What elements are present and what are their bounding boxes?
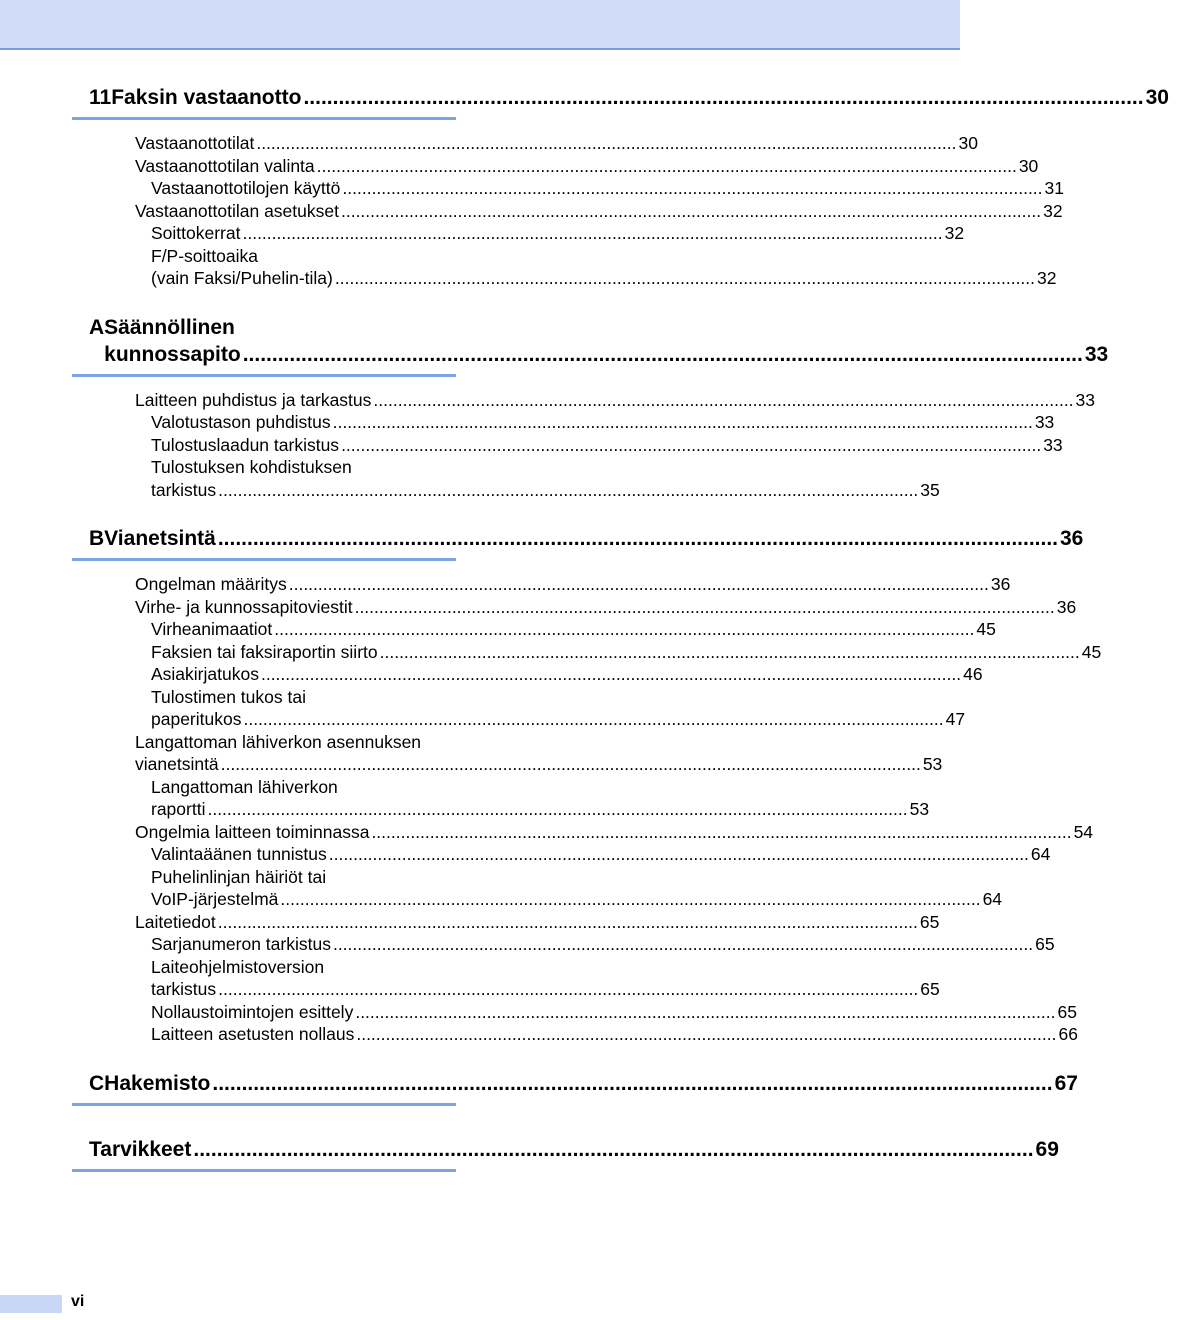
- chapter-title-row: [104, 341, 1108, 368]
- leader-dots: [303, 84, 1143, 111]
- chapter-rule: [72, 1103, 456, 1106]
- entry-text-line: Laiteohjelmistoversion: [151, 956, 325, 977]
- entry-row: [151, 479, 940, 502]
- entry-page: 66: [1058, 1024, 1078, 1044]
- entry-text: Ongelman määritys: [135, 574, 287, 594]
- entry-page: 32: [944, 223, 965, 243]
- entry-row: [151, 177, 1064, 200]
- toc-entry[interactable]: [135, 866, 1003, 911]
- chapter-page: 36: [1060, 527, 1084, 550]
- entry-text-line: Langattoman lähiverkon asennuksen: [135, 731, 422, 752]
- entry-page: 64: [1030, 844, 1051, 864]
- toc-entry[interactable]: [135, 389, 1096, 412]
- chapter-heading[interactable]: [72, 1070, 1078, 1101]
- entry-row: [135, 821, 1094, 844]
- entry-page: 32: [1043, 200, 1063, 221]
- chapter-title-row: [111, 84, 1169, 111]
- leader-dots: [355, 596, 1055, 619]
- entry-row: [151, 708, 966, 731]
- leader-dots: [373, 389, 1073, 412]
- leader-dots: [274, 618, 974, 641]
- chapter-rule: [72, 117, 456, 120]
- chapter-number: A: [89, 315, 105, 339]
- entry-page: 33: [1075, 389, 1096, 410]
- entry-row: [151, 663, 983, 686]
- entry-row: [151, 267, 1057, 290]
- entry-page: 65: [920, 979, 940, 999]
- entry-list: [72, 573, 1102, 1046]
- toc-entry[interactable]: [135, 411, 1055, 434]
- toc-entry[interactable]: [135, 245, 1057, 290]
- entry-page: 65: [1057, 1001, 1077, 1022]
- entry-page: 53: [909, 799, 930, 819]
- entry-row: [135, 200, 1063, 223]
- entry-row: [151, 618, 996, 641]
- entry-text: Asiakirjatukos: [151, 664, 259, 684]
- entry-row: [151, 978, 940, 1001]
- leader-dots: [243, 708, 943, 731]
- toc-entry[interactable]: [135, 132, 978, 155]
- entry-row: [151, 933, 1055, 956]
- entry-row: [151, 888, 1003, 911]
- entry-page: 65: [1035, 934, 1055, 954]
- entry-text: Vastaanottotilat: [135, 133, 255, 153]
- entry-page: 36: [990, 574, 1011, 594]
- chapter-rule: [72, 558, 456, 561]
- entry-page: 65: [919, 911, 940, 932]
- chapter-rule: [72, 1169, 456, 1172]
- entry-text: Laitetiedot: [135, 911, 216, 932]
- entry-text: paperitukos: [151, 709, 242, 729]
- toc-entry[interactable]: [135, 222, 965, 245]
- chapter-page: 67: [1054, 1071, 1078, 1095]
- entry-text: Valotustason puhdistus: [151, 412, 331, 432]
- chapter-page: 30: [1145, 86, 1169, 109]
- leader-dots: [243, 341, 1083, 368]
- chapter-page: 69: [1035, 1137, 1059, 1161]
- table-of-contents: [72, 84, 1169, 1196]
- entry-page: 45: [976, 619, 996, 639]
- toc-chapter: [72, 84, 1169, 290]
- entry-page: 32: [1037, 268, 1057, 288]
- entry-row: [151, 1001, 1077, 1024]
- leader-dots: [280, 888, 980, 911]
- toc-entry[interactable]: [135, 911, 940, 934]
- entry-row: [135, 155, 1039, 178]
- chapter-title-row: [89, 1136, 1059, 1163]
- entry-page: 35: [920, 479, 940, 500]
- chapter-title-row: [104, 1070, 1078, 1097]
- entry-row: [135, 596, 1077, 619]
- entry-text: tarkistus: [151, 479, 217, 500]
- leader-dots: [289, 573, 989, 596]
- leader-dots: [317, 155, 1017, 178]
- entry-page: 47: [945, 709, 966, 729]
- entry-row: [135, 573, 1011, 596]
- entry-row: [151, 1023, 1078, 1046]
- chapter-title: [89, 1136, 1073, 1163]
- toc-entry[interactable]: [135, 821, 1094, 844]
- entry-row: [151, 411, 1055, 434]
- leader-dots: [333, 933, 1033, 956]
- toc-entry[interactable]: [135, 686, 966, 731]
- chapter-heading[interactable]: [72, 525, 1084, 556]
- entry-text-line: Puhelinlinjan häiriöt tai: [151, 866, 327, 887]
- toc-chapter: [72, 1070, 1078, 1106]
- chapter-number: C: [89, 1071, 105, 1095]
- toc-entry[interactable]: [135, 456, 940, 501]
- entry-row: [151, 798, 930, 821]
- leader-dots: [218, 978, 918, 1001]
- entry-page: 30: [958, 133, 978, 153]
- chapter-title: [104, 1070, 1092, 1097]
- entry-row: [135, 911, 940, 934]
- toc-entry[interactable]: [135, 573, 1011, 596]
- entry-page: 31: [1044, 178, 1064, 198]
- toc-entry[interactable]: [135, 641, 1102, 664]
- chapter-heading[interactable]: [72, 1136, 1059, 1167]
- toc-chapter: [72, 1136, 1059, 1172]
- entry-row: [151, 843, 1051, 866]
- entry-page: 45: [1081, 641, 1102, 662]
- toc-entry[interactable]: [135, 956, 940, 1001]
- entry-page: 33: [1043, 434, 1063, 455]
- leader-dots: [212, 1070, 1052, 1097]
- entry-page: 54: [1073, 821, 1094, 842]
- entry-list: [72, 389, 1096, 502]
- leader-dots: [335, 267, 1035, 290]
- chapter-title: [111, 84, 1183, 111]
- toc-chapter: [72, 314, 1109, 502]
- header-band: [0, 0, 960, 50]
- leader-dots: [371, 821, 1071, 844]
- entry-text: Laitteen puhdistus ja tarkastus: [135, 389, 372, 410]
- entry-text: Vastaanottotilan valinta: [135, 155, 315, 176]
- toc-entry[interactable]: [135, 618, 996, 641]
- chapter-title-text: Hakemisto: [104, 1071, 211, 1095]
- entry-text: tarkistus: [151, 979, 217, 999]
- leader-dots: [261, 663, 961, 686]
- chapter-title: [104, 314, 1122, 368]
- toc-entry[interactable]: [135, 434, 1063, 457]
- entry-text-line: Langattoman lähiverkon: [151, 776, 338, 797]
- chapter-title-text: Faksin vastaanotto: [111, 86, 302, 109]
- entry-text: Vastaanottotilan asetukset: [135, 200, 339, 221]
- toc-entry[interactable]: [135, 1023, 1078, 1046]
- page-number: vi: [71, 1293, 85, 1310]
- chapter-number: B: [89, 527, 105, 550]
- chapter-title: [104, 525, 1097, 552]
- entry-page: 33: [1034, 412, 1055, 432]
- chapter-rule: [72, 374, 456, 377]
- leader-dots: [380, 641, 1080, 664]
- leader-dots: [242, 222, 942, 245]
- entry-list: [72, 132, 1064, 290]
- entry-page: 46: [963, 664, 983, 684]
- entry-text: Ongelmia laitteen toiminnassa: [135, 821, 370, 842]
- chapter-title-row: [104, 525, 1083, 552]
- chapter-page: 33: [1084, 342, 1109, 366]
- chapter-title-text: kunnossapito: [104, 342, 241, 366]
- entry-text: Sarjanumeron tarkistus: [151, 934, 331, 954]
- leader-dots: [356, 1023, 1056, 1046]
- leader-dots: [218, 479, 918, 502]
- entry-text: VoIP-järjestelmä: [151, 889, 279, 909]
- toc-entry[interactable]: [135, 843, 1051, 866]
- entry-row: [135, 753, 943, 776]
- chapter-title-line: Säännöllinen: [104, 315, 235, 339]
- entry-text-line: F/P-soittoaika: [151, 245, 258, 266]
- entry-text: Nollaustoimintojen esittely: [151, 1001, 354, 1022]
- entry-page: 30: [1018, 155, 1039, 176]
- leader-dots: [207, 798, 907, 821]
- leader-dots: [342, 177, 1042, 200]
- toc-entry[interactable]: [135, 1001, 1077, 1024]
- entry-page: 53: [922, 754, 943, 774]
- toc-entry[interactable]: [135, 155, 1039, 178]
- leader-dots: [341, 434, 1041, 457]
- entry-text: Soittokerrat: [151, 223, 241, 243]
- chapter-heading[interactable]: [72, 314, 1109, 372]
- toc-entry[interactable]: [135, 177, 1064, 200]
- chapter-heading[interactable]: [72, 84, 1169, 115]
- entry-text-line: Tulostuksen kohdistuksen: [151, 457, 352, 477]
- entry-row: [151, 641, 1102, 664]
- leader-dots: [355, 1001, 1055, 1024]
- entry-row: [151, 222, 965, 245]
- entry-text: Faksien tai faksiraportin siirto: [151, 641, 378, 662]
- toc-entry[interactable]: [135, 731, 943, 776]
- chapter-number: 11: [89, 86, 112, 109]
- leader-dots: [218, 911, 918, 934]
- toc-entry[interactable]: [135, 200, 1063, 223]
- leader-dots: [218, 525, 1058, 552]
- toc-chapter: [72, 525, 1102, 1046]
- leader-dots: [256, 132, 956, 155]
- toc-entry[interactable]: [135, 596, 1077, 619]
- chapter-title-text: Vianetsintä: [104, 527, 216, 550]
- leader-dots: [193, 1136, 1033, 1163]
- entry-text: Tulostuslaadun tarkistus: [151, 434, 340, 455]
- leader-dots: [341, 200, 1041, 223]
- entry-text: raportti: [151, 799, 206, 819]
- entry-text: vianetsintä: [135, 754, 219, 774]
- entry-text: (vain Faksi/Puhelin-tila): [151, 268, 333, 288]
- entry-text-line: Tulostimen tukos tai: [151, 686, 306, 707]
- footer-bar: [0, 1295, 62, 1313]
- toc-entry[interactable]: [135, 663, 983, 686]
- entry-text: Virheanimaatiot: [151, 619, 273, 639]
- entry-text: Valintaäänen tunnistus: [151, 844, 327, 864]
- entry-row: [135, 132, 978, 155]
- entry-page: 64: [982, 889, 1003, 909]
- leader-dots: [333, 411, 1033, 434]
- entry-row: [135, 389, 1096, 412]
- entry-text: Vastaanottotilojen käyttö: [151, 178, 341, 198]
- toc-entry[interactable]: [135, 776, 930, 821]
- toc-entry[interactable]: [135, 933, 1055, 956]
- chapter-title-text: Tarvikkeet: [89, 1137, 192, 1161]
- entry-text: Laitteen asetusten nollaus: [151, 1024, 355, 1044]
- entry-row: [151, 434, 1063, 457]
- entry-page: 36: [1056, 596, 1077, 617]
- leader-dots: [329, 843, 1029, 866]
- leader-dots: [221, 753, 921, 776]
- entry-text: Virhe- ja kunnossapitoviestit: [135, 596, 353, 617]
